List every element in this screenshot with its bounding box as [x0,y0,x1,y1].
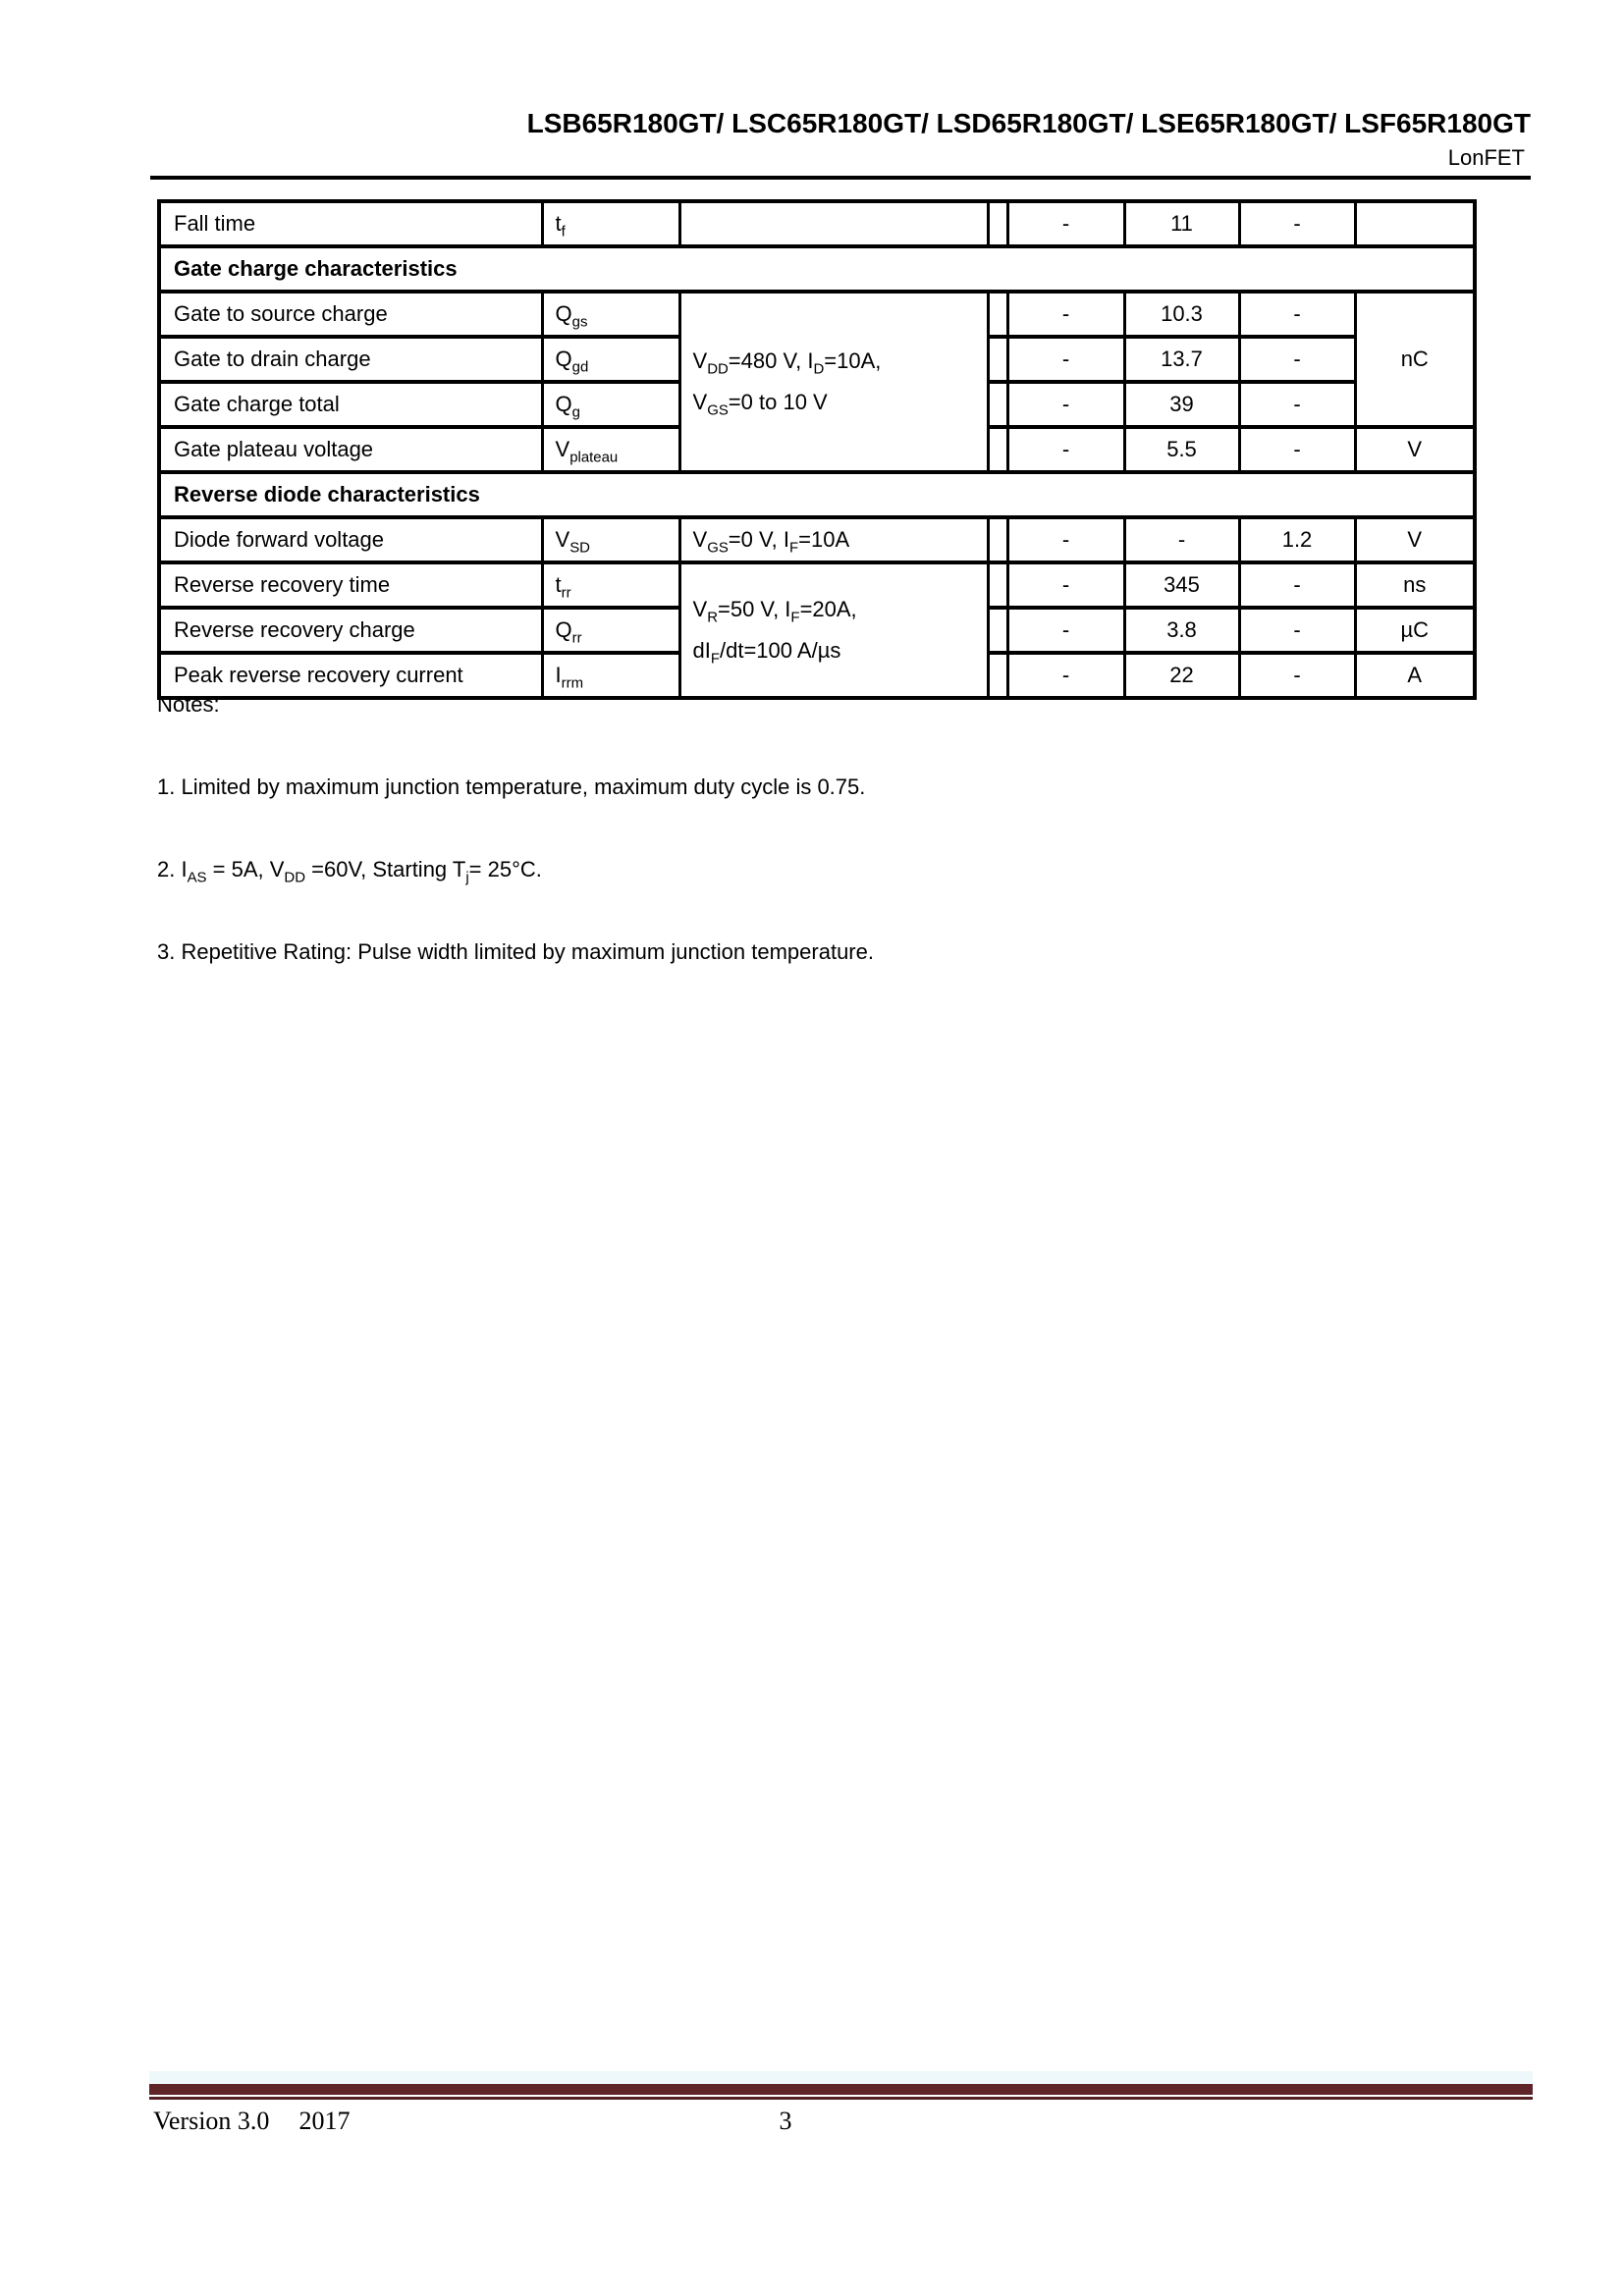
section-heading-reverse-diode: Reverse diode characteristics [159,472,1475,517]
typ-cell: 345 [1124,562,1239,608]
spacer-cell [988,427,1007,472]
max-cell: - [1239,337,1355,382]
min-cell: - [1007,517,1124,562]
param-cell: Reverse recovery time [159,562,542,608]
page-number: 3 [779,2107,792,2135]
param-cell: Diode forward voltage [159,517,542,562]
typ-cell: 13.7 [1124,337,1239,382]
spacer-cell [988,517,1007,562]
symbol-cell: $Q_{gd}$ [542,337,679,382]
section-heading-gate-charge: Gate charge characteristics [159,246,1475,292]
page-title: LSB65R180GT/ LSC65R180GT/ LSD65R180GT/ LSE65R180GT/ LSF65R180GT [526,108,1531,138]
symbol-cell: $Q_{rr}$ [542,608,679,653]
unit-cell [1355,201,1475,246]
spacer-cell [988,201,1007,246]
spacer-cell [988,292,1007,337]
notes-heading: Notes: [157,692,220,717]
section-header-row [159,472,1475,517]
table-row-fall-time [159,201,1475,246]
unit-cell: µC [1355,608,1475,653]
footer-version: Version 3.0 [153,2107,270,2135]
note-item-2: 2. $I_{AS} = 5A$, $V_{DD} =60V$, Starting $T_j= 25^\circ C$. [157,857,542,886]
footer-rule-thin [149,2097,1533,2100]
notes-block [157,690,1473,1020]
max-cell: - [1239,201,1355,246]
footer-text [153,2107,1528,2136]
param-cell: Reverse recovery charge [159,608,542,653]
spec-table [157,199,1477,700]
conditions-line: $dI_F/dt=100$ A/µs [692,638,841,667]
min-cell: - [1007,427,1124,472]
table-row-diode-forward-voltage [159,517,1475,562]
symbol-cell: $t_f$ [542,201,679,246]
min-cell: - [1007,292,1124,337]
min-cell: - [1007,608,1124,653]
param-cell: Gate charge total [159,382,542,427]
conditions-cell [679,517,988,562]
note-item-1: 1. Limited by maximum junction temperature, maximum duty cycle is 0.75. [157,774,866,799]
max-cell: - [1239,562,1355,608]
typ-cell: 10.3 [1124,292,1239,337]
conditions-cell-gate-charge [679,292,988,472]
typ-cell: 11 [1124,201,1239,246]
conditions-cell [679,201,988,246]
min-cell: - [1007,653,1124,698]
max-cell: - [1239,427,1355,472]
unit-cell: V [1355,517,1475,562]
conditions-cell-reverse-recovery [679,562,988,698]
symbol-cell: $V_{plateau}$ [542,427,679,472]
footer-glow [149,2071,1533,2084]
conditions-line: $V_R=50$ V, $I_F=20A$, [692,597,857,626]
param-cell: Gate plateau voltage [159,427,542,472]
min-cell: - [1007,562,1124,608]
symbol-cell: $Q_g$ [542,382,679,427]
typ-cell: 5.5 [1124,427,1239,472]
max-cell: - [1239,653,1355,698]
unit-cell-gate-charge: nC [1355,292,1475,427]
footer-year: 2017 [298,2107,351,2135]
typ-cell: 39 [1124,382,1239,427]
min-cell: - [1007,337,1124,382]
note-item-3: 3. Repetitive Rating: Pulse width limited by maximum junction temperature. [157,939,874,964]
typ-cell: 22 [1124,653,1239,698]
max-cell: - [1239,608,1355,653]
unit-cell: A [1355,653,1475,698]
unit-cell: ns [1355,562,1475,608]
max-cell: - [1239,292,1355,337]
symbol-cell: $t_{rr}$ [542,562,679,608]
typ-cell: - [1124,517,1239,562]
spacer-cell [988,337,1007,382]
param-cell: Peak reverse recovery current [159,653,542,698]
param-cell: Fall time [159,201,542,246]
spacer-cell [988,382,1007,427]
typ-cell: 3.8 [1124,608,1239,653]
table-row-gate-source-charge [159,292,1475,337]
symbol-cell: $Q_{gs}$ [542,292,679,337]
max-cell: 1.2 [1239,517,1355,562]
min-cell: - [1007,201,1124,246]
table-row-reverse-recovery-time [159,562,1475,608]
param-cell: Gate to drain charge [159,337,542,382]
unit-cell: V [1355,427,1475,472]
conditions-line: $V_{DD}=480$ V, $I_D=10A$, [692,348,882,378]
min-cell: - [1007,382,1124,427]
footer-rule [149,2084,1533,2095]
section-header-row [159,246,1475,292]
spacer-cell [988,562,1007,608]
header-rule [150,176,1531,180]
param-cell: Gate to source charge [159,292,542,337]
symbol-cell: $V_{SD}$ [542,517,679,562]
conditions-line: $V_{GS}=0$ V, $I_F=10A$ [692,527,850,557]
conditions-line: $V_{GS}=0$ to 10 V [692,390,828,419]
brand-label: LonFET [1447,145,1525,170]
max-cell: - [1239,382,1355,427]
symbol-cell: $I_{rrm}$ [542,653,679,698]
spacer-cell [988,608,1007,653]
